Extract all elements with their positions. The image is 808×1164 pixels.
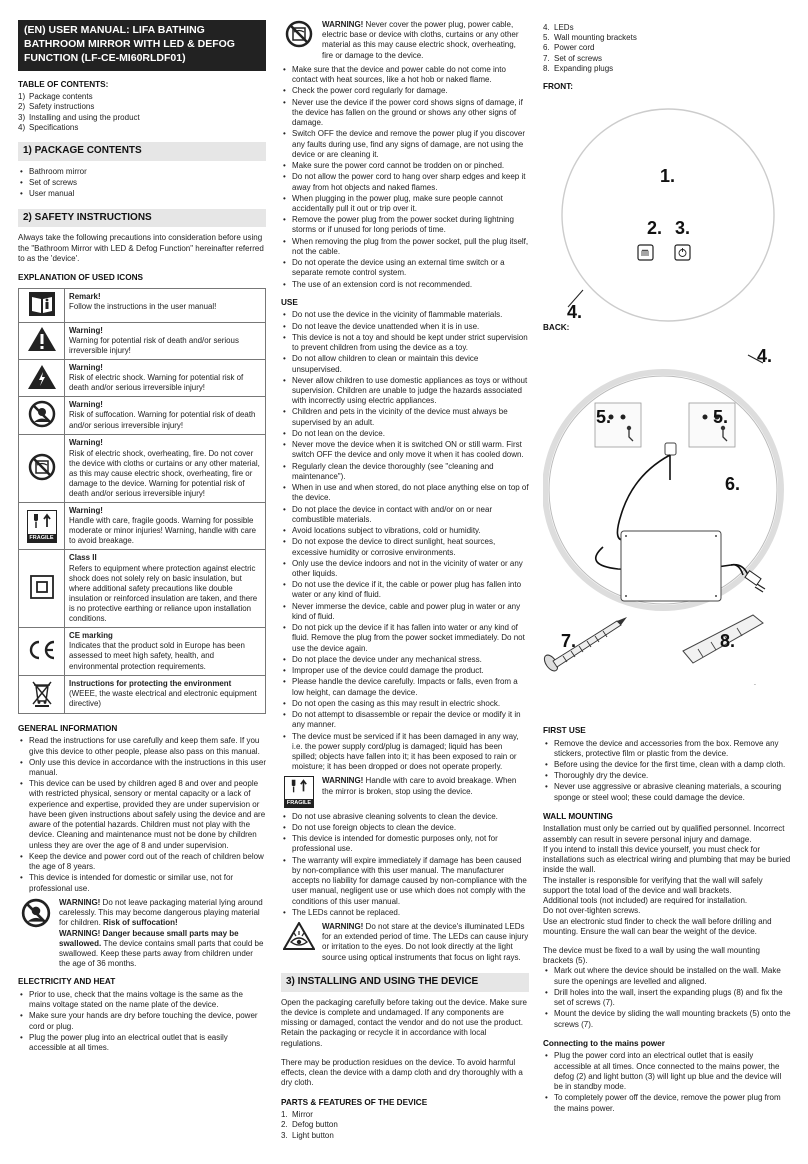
- class-two-icon: [29, 574, 55, 600]
- list-item: • Do not operate the device using an external time switch or a separate remote control system.: [281, 258, 529, 278]
- icon-text: Risk of electric shock, overheating, fire. Do not cover the device with cloths or curtains or any other material, as this may cause electric shock, overheating, fire or damage to the device. Warning for potential risk of death and/or serious irreversible injury!: [69, 448, 260, 498]
- list-item: • Never use the device if the power cord shows signs of damage, if the device has fallen on the ground or shows any other signs of damage.: [281, 98, 529, 129]
- icon-text: Risk of suffocation. Warning for potential risk of death and/or serious irreversible injury!: [69, 410, 256, 430]
- icon-text: Follow the instructions in the user manual!: [69, 301, 217, 311]
- ce-mark-icon: [26, 639, 58, 661]
- list-item: 4. LEDs: [543, 23, 574, 32]
- list-item: • Drill holes into the wall, insert the expanding plugs (8) and fix the set of screws (7).: [543, 988, 791, 1008]
- list-item: • Make sure your hands are dry before touching the device, power cord or plug.: [18, 1011, 266, 1031]
- icon-title: Instructions for protecting the environment: [69, 678, 232, 688]
- package-list: [18, 167, 266, 200]
- led-warning-icon: [283, 922, 315, 950]
- fragile-icon-label: FRAGILE: [286, 799, 312, 806]
- list-item: • When in use and when stored, do not place anything else on top of the device.: [281, 483, 529, 503]
- table-row: [19, 503, 266, 550]
- list-item: • Children and pets in the vicinity of the device must always be supervised by an adult.: [281, 407, 529, 427]
- icon-title: CE marking: [69, 631, 113, 641]
- list-item: • Do not use foreign objects to clean the device.: [281, 823, 529, 833]
- wall-mounting-heading: WALL MOUNTING: [543, 811, 613, 821]
- icon-title: Warning!: [69, 438, 103, 448]
- list-item: • Do not place the device under any mechanical stress.: [281, 655, 529, 665]
- back-label: BACK:: [543, 322, 570, 332]
- figure-label-4: 4.: [567, 301, 583, 322]
- list-item: 8. Expanding plugs: [543, 63, 614, 73]
- list-item: • Plug the power cord into an electrical outlet that is easily accessible at all times. Once connected to the mains power, the defog (2) and light button (3) will light up blue and the device will be in standby mode.: [543, 1051, 791, 1092]
- suffocation-icon: [28, 400, 56, 428]
- toc-list: [18, 92, 266, 133]
- wall-paragraph: Use an electronic stud finder to check the wall before drilling and mounting. Ensure the wall can bear the weight of the device.: [543, 916, 772, 936]
- list-item: • Remove the power plug from the power socket during lightning storms or if unused for long periods of time.: [281, 215, 529, 235]
- list-item: • Set of screws: [18, 178, 266, 188]
- list-item: • Do not allow children to clean or maintain this device unsupervised.: [281, 354, 529, 374]
- cover-warning: WARNING! Never cover the power plug, power cable, electric base or device with cloths, curtains or any other material as this may cause electric shock, overheating, fire or damage to the device.: [281, 20, 529, 61]
- list-item: • When plugging in the power plug, make sure people cannot accidentally pull it out or trip over it.: [281, 194, 529, 214]
- table-row: [19, 397, 266, 435]
- list-item: • Make sure the power cord cannot be trodden on or pinched.: [281, 161, 529, 171]
- icon-title: Class II: [69, 553, 97, 563]
- warning-triangle-icon: [27, 326, 57, 352]
- connect-list: [543, 1051, 791, 1113]
- icon-text: Warning for potential risk of death and/or serious irreversible injury!: [69, 335, 239, 355]
- icons-table: [18, 288, 266, 714]
- do-not-cover-icon: [28, 453, 56, 481]
- icon-text: Handle with care, fragile goods. Warning for possible moderate or minor injuries! Warning, handle with care to avoid breakage.: [69, 516, 256, 546]
- front-label: FRONT:: [543, 82, 574, 92]
- suffocation-warning: WARNING! Do not leave packaging material lying around carelessly. This may become dangerous playing material for children. Risk of suffocation! WARNING! Danger because small parts may be swallowed. The device contains small parts that could be swallowed. Keep these parts away from children under the age of 36 months.: [18, 898, 266, 970]
- list-item: • Do not allow the power cord to hang over sharp edges and keep it away from hot objects and naked flames.: [281, 172, 529, 192]
- list-item: 7. Set of screws: [543, 53, 603, 63]
- toc-item[interactable]: 3) Installing and using the product: [18, 112, 140, 122]
- electricity-heading: ELECTRICITY AND HEAT: [18, 977, 116, 987]
- icon-text: (WEEE, the waste electrical and electronic equipment directive): [69, 688, 257, 708]
- list-item: • Plug the power plug into an electrical outlet that is easily accessible at all times.: [18, 1033, 266, 1053]
- safety-heading: 2) SAFETY INSTRUCTIONS: [18, 209, 266, 228]
- electricity-list: [18, 990, 266, 1053]
- table-row: [19, 359, 266, 396]
- list-item: • To completely power off the device, remove the power plug from the mains power.: [543, 1093, 791, 1113]
- wall-paragraph: If you intend to install this device yourself, you must check for installations such as electrical wiring and plumbing that may be buried inside the wall.: [543, 844, 791, 875]
- first-use-heading: FIRST USE: [543, 726, 586, 735]
- toc-item[interactable]: 2) Safety instructions: [18, 102, 95, 112]
- list-item: 2. Defog button: [281, 1120, 338, 1130]
- lower-right-text: [543, 726, 791, 1115]
- do-not-cover-icon: [285, 20, 313, 48]
- fragile-warning: FRAGILE WARNING! Handle with care to avoid breakage. When the mirror is broken, stop using the device.: [281, 776, 529, 807]
- list-item: • The device must be serviced if it has been damaged in any way, i.e. the power supply cord/plug is damaged; liquid has been spilled; objects have fallen into it; it has been exposed to rain or moisture; it has been dropped or does not operate properly.: [281, 732, 529, 773]
- list-item: • The LEDs cannot be replaced.: [281, 908, 529, 918]
- table-row: [19, 435, 266, 503]
- list-item: • Do not use abrasive cleaning solvents to clean the device.: [281, 812, 529, 822]
- list-item: • Prior to use, check that the mains voltage is the same as the mains voltage stated on the name plate of the device.: [18, 990, 266, 1010]
- table-row: [19, 288, 266, 322]
- icons-heading: EXPLANATION OF USED ICONS: [18, 273, 143, 283]
- list-item: • Do not use the device in the vicinity of flammable materials.: [281, 310, 529, 320]
- use-heading: USE: [281, 297, 298, 307]
- list-item: • User manual: [18, 189, 266, 199]
- list-item: • Do not lean on the device.: [281, 429, 529, 439]
- list-item: • Do not place the device in contact with and/or on or near combustible materials.: [281, 505, 529, 525]
- list-item: • Remove the device and accessories from the box. Remove any stickers, protective film or plastic from the device.: [543, 739, 791, 759]
- suffocation-icon: [21, 898, 51, 928]
- list-item: • Never immerse the device, cable and power plug in water or any kind of fluid.: [281, 602, 529, 622]
- safety-intro: Always take the following precautions into consideration before using the "Bathroom Mirror with LED & Defog Function" hereinafter referred to as the 'device'.: [18, 233, 264, 263]
- list-item: • This device can be used by children aged 8 and over and people with restricted physical, sensory or mental capacity or a lack of experience and expertise, provided they are under supervision or have been given instructions about safely using the device and are aware of the potential hazards. Children must not play with the device. Cleaning and maintenance must not be done by children unless they are over the age of 8 and under supervision.: [18, 779, 266, 851]
- icon-title: Warning!: [69, 362, 103, 372]
- install-paragraph: Open the packaging carefully before taking out the device. Make sure the device is complete and undamaged. If any components are missing or damaged, contact the vendor and do not use the product. Retain the packaging or recycle it in accordance with local regulations.: [281, 997, 527, 1048]
- first-use-list: [543, 739, 791, 803]
- column-left: [18, 20, 266, 1054]
- table-row: [19, 628, 266, 675]
- wall-paragraph: Do not over-tighten screws.: [543, 906, 641, 916]
- fragile-icon: [27, 510, 57, 543]
- parts-heading: PARTS & FEATURES OF THE DEVICE: [281, 1097, 428, 1107]
- toc-heading: TABLE OF CONTENTS:: [18, 79, 109, 89]
- general-heading: GENERAL INFORMATION: [18, 723, 118, 733]
- list-item: • Do not attempt to disassemble or repair the device or modify it in any manner.: [281, 710, 529, 730]
- list-item: • Do not pick up the device if it has fallen into water or any kind of fluid. Remove the plug from the power socket immediately. Do not use the device again.: [281, 623, 529, 654]
- list-item: • Please handle the device carefully. Impacts or falls, even from a low height, can damage the device.: [281, 677, 529, 697]
- list-item: • Mount the device by sliding the wall mounting brackets (5) onto the screws (7).: [543, 1009, 791, 1029]
- general-list: [18, 736, 266, 894]
- figure-label-8: 8.: [720, 630, 736, 651]
- icon-title: Warning!: [69, 400, 103, 410]
- icon-title: Warning!: [69, 325, 103, 335]
- list-item: 3. Light button: [281, 1130, 334, 1140]
- icon-title: Remark!: [69, 291, 101, 301]
- figure-label-5-left: 5.: [596, 406, 612, 427]
- list-item: 1. Mirror: [281, 1110, 313, 1120]
- wall-paragraph: The device must be fixed to a wall by using the wall mounting brackets (5).: [543, 945, 761, 966]
- list-item: • Only use this device in accordance with the instructions in this user manual.: [18, 758, 266, 778]
- wall-paragraph: The installer is responsible for verifying that the wall will safely support the total load of the device and wall brackets.: [543, 875, 763, 895]
- figure-label-6: 6.: [725, 473, 741, 494]
- fragile-icon-label: FRAGILE: [29, 534, 54, 541]
- figure-label-2: 2.: [647, 217, 663, 238]
- document-title: (EN) USER MANUAL: LIFA BATHING BATHROOM MIRROR WITH LED & DEFOG FUNCTION (LF-CE-MI60RLDF01): [18, 20, 266, 71]
- list-item: • This device is not a toy and should be kept under strict supervision to prevent children from using the device as a toy.: [281, 333, 529, 353]
- column-right: [543, 23, 791, 1113]
- list-item: • Never allow children to use domestic appliances as toys or without supervision. Children are unable to judge the hazards associated with incorrectly using electric appliances.: [281, 376, 529, 407]
- figure-label-5-right: 5.: [713, 406, 729, 427]
- icon-title: Warning!: [69, 506, 103, 516]
- manual-icon: [29, 292, 55, 316]
- connect-heading: Connecting to the mains power: [543, 1038, 665, 1048]
- list-item: • The use of an extension cord is not recommended.: [281, 280, 529, 290]
- wall-paragraph: Installation must only be carried out by qualified personnel. Incorrect assembly can result in severe personal injury and damage.: [543, 824, 785, 844]
- list-item: • Mark out where the device should be installed on the wall. Make sure the openings are levelled and aligned.: [543, 966, 791, 986]
- list-item: • Keep the device and power cord out of the reach of children below the age of 8 years.: [18, 852, 266, 872]
- icon-text: Indicates that the product sold in Europe has been assessed to meet high safety, health, and environmental protection requirements.: [69, 641, 245, 671]
- install-heading: 3) INSTALLING AND USING THE DEVICE: [281, 973, 529, 992]
- list-item: • Before using the device for the first time, clean with a damp cloth.: [543, 760, 791, 770]
- list-item: • Check the power cord regularly for damage.: [281, 86, 529, 96]
- list-item: • Regularly clean the device thoroughly (see "cleaning and maintenance").: [281, 462, 529, 482]
- column-middle: [281, 20, 529, 1141]
- icon-text: Risk of electric shock. Warning for potential risk of death and/or serious irreversible injury!: [69, 373, 244, 393]
- list-item: • Only use the device indoors and not in the vicinity of water or any other liquids.: [281, 559, 529, 579]
- toc-item[interactable]: 4) Specifications: [18, 122, 79, 132]
- package-heading: 1) PACKAGE CONTENTS: [18, 142, 266, 161]
- list-item: • Do not use the device if it, the cable or power plug has fallen into water or any kind of fluid.: [281, 580, 529, 600]
- figure-label-4-back: 4.: [757, 345, 773, 366]
- list-item: • Switch OFF the device and remove the power plug if you discover any faults during use, find any signs of damage, are not using the device or are cleaning it.: [281, 129, 529, 160]
- list-item: • Do not expose the device to direct sunlight, heat sources, excessive humidity or corrosive environments.: [281, 537, 529, 557]
- table-row: [19, 675, 266, 713]
- list-item: • When removing the plug from the power socket, pull the plug itself, not the cable.: [281, 237, 529, 257]
- table-row: [19, 550, 266, 628]
- figure-label-1: 1.: [660, 165, 676, 186]
- list-item: • This device is intended for domestic purposes only, not for professional use.: [281, 834, 529, 854]
- list-item: • Avoid locations subject to vibrations, cold or humidity.: [281, 526, 529, 536]
- list-item: • Bathroom mirror: [18, 167, 266, 177]
- list-item: • Do not open the casing as this may result in electric shock.: [281, 699, 529, 709]
- cleaning-list: [281, 812, 529, 918]
- weee-bin-icon: [30, 679, 54, 707]
- list-item: 5. Wall mounting brackets: [543, 33, 637, 43]
- list-item: • The warranty will expire immediately if damage has been caused by non-compliance with this user manual. The manufacturer accepts no liability for damage caused by non-compliance with the user manual, negligent use or use which does not comply with the conditions of this user manual.: [281, 856, 529, 907]
- parts-list: [281, 1110, 529, 1141]
- wall-mounting-list: [543, 966, 791, 1029]
- list-item: • This device is intended for domestic or similar use, not for professional use.: [18, 873, 266, 893]
- list-item: • Improper use of the device could damage the product.: [281, 666, 529, 676]
- wall-paragraph: Additional tools (not included) are required for installation.: [543, 896, 748, 906]
- list-item: • Never use aggressive or abrasive cleaning materials, a scouring sponge or steel wool; these could damage the device.: [543, 782, 791, 802]
- figure-label-3: 3.: [675, 217, 691, 238]
- icon-text: Refers to equipment where protection against electric shock does not solely rely on basic insulation, but where additional safety precautions like double insulation or reinforced insulation are taken, and there is no protective earthing or reliance upon installation conditions.: [69, 563, 258, 624]
- use-list: [281, 310, 529, 772]
- list-item: • Make sure that the device and power cable do not come into contact with heat sources, like a hot hob or naked flame.: [281, 65, 529, 85]
- list-item: 6. Power cord: [543, 43, 595, 53]
- toc-item[interactable]: 1) Package contents: [18, 92, 93, 102]
- led-warning: WARNING! Do not stare at the device's illuminated LEDs for an extended period of time. The LEDs can cause injury or irritation to the eyes. Do not look directly at the light source using optical instruments that focus on light rays.: [281, 922, 529, 963]
- product-figure: [543, 95, 793, 685]
- parts-list-continued: [543, 23, 791, 74]
- figure-label-7: 7.: [561, 630, 577, 651]
- electric-shock-icon: [27, 364, 57, 390]
- table-row: [19, 322, 266, 359]
- electricity-list-continued: [281, 65, 529, 290]
- list-item: • Read the instructions for use carefully and keep them safe. If you give this device to other people, please also pass on this manual.: [18, 736, 266, 756]
- install-paragraph: There may be production residues on the device. To avoid harmful effects, clean the device with a damp cloth and dry thoroughly with a dry cloth.: [281, 1057, 523, 1088]
- fragile-icon: [284, 776, 314, 807]
- list-item: • Never move the device when it is switched ON or still warm. First switch OFF the device and only move it when it has cooled down.: [281, 440, 529, 460]
- list-item: • Thoroughly dry the device.: [543, 771, 791, 781]
- list-item: • Do not leave the device unattended when it is in use.: [281, 322, 529, 332]
